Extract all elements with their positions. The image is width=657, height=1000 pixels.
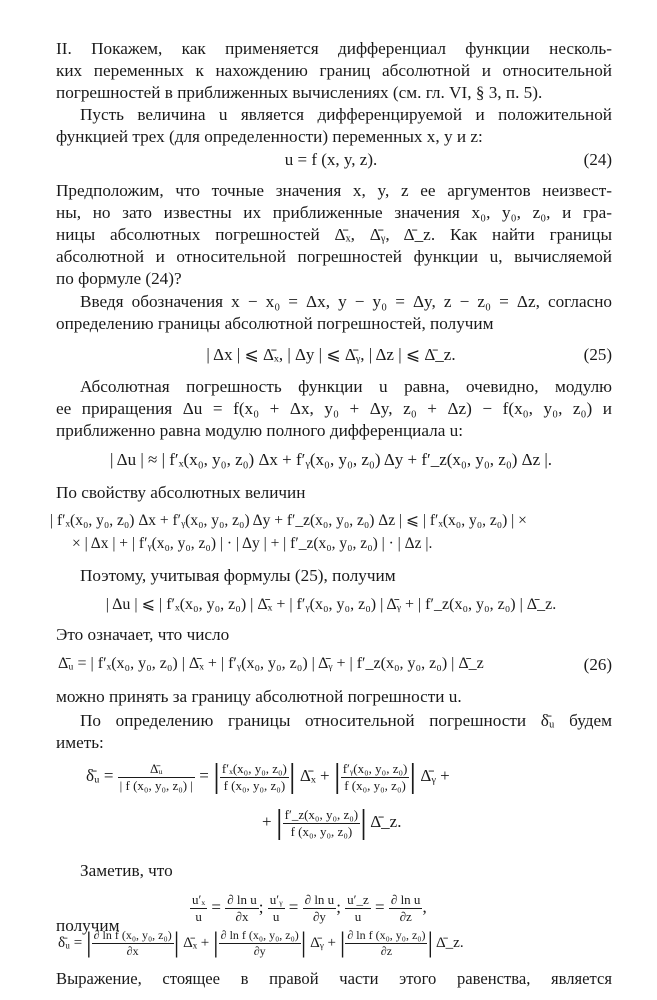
equation-25: | Δx | ⩽ Δ̄ₓ, | Δy | ⩽ Δ̄ᵧ, | Δz | ⩽ Δ̄_z.	[206, 345, 456, 364]
separator: ,	[422, 897, 427, 917]
eq-term: Δ̄_z.	[370, 811, 402, 831]
text-line: Абсолютная погрешность функции u равна, очевидно, модулю	[80, 377, 612, 396]
fraction-denominator: ∂y	[312, 909, 326, 924]
text-line: Предположим, что точные значения x, y, z ее аргументов неизвест-	[56, 181, 612, 200]
abs-bar: |	[213, 927, 219, 959]
fraction-denominator: f (x₀, y₀, z₀)	[344, 777, 406, 793]
fraction	[341, 761, 410, 794]
fraction-denominator: u	[354, 909, 362, 924]
text-line: II. Покажем, как применяется дифференциал функции несколь-	[56, 39, 612, 58]
text-line: По свойству абсолютных величин	[56, 483, 306, 502]
fraction-denominator: f (x₀, y₀, z₀)	[223, 777, 286, 793]
eq-term: Δ̄ᵧ +	[310, 934, 336, 951]
fraction-numerator: ∂ ln f (x₀, y₀, z₀)	[93, 928, 172, 942]
eq-sign: =	[199, 765, 209, 785]
eq-lhs: δ̄ᵤ =	[58, 934, 83, 951]
equation-number: (24)	[583, 150, 612, 169]
fraction-denominator: f (x₀, y₀, z₀)	[290, 823, 353, 839]
abs-bar: |	[213, 758, 220, 795]
fraction-denominator: ∂x	[126, 944, 139, 958]
text-line: Введя обозначения x − x₀ = Δx, y − y₀ = Δy, z − z₀ = Δz, согласно	[80, 292, 612, 311]
text-line: ких переменных к нахождению границ абсолютной и относительной	[56, 61, 612, 80]
fraction-numerator: f′ᵧ(x₀, y₀, z₀)	[342, 760, 408, 776]
text-line: ее приращения Δu = f(x₀ + Δx, y₀ + Δy, z₀ + Δz) − f(x₀, y₀, z₀) и	[56, 399, 612, 418]
abs-bar: |	[85, 927, 92, 959]
text-line: приближенно равна модулю полного дифференциала u:	[56, 421, 464, 440]
eq-sign: =	[211, 897, 221, 917]
text-line: абсолютной и относительной погрешностей функции u, вычисляемой	[56, 247, 612, 266]
fraction-numerator: Δ̄ᵤ	[118, 761, 195, 778]
equation-relative-final	[58, 928, 640, 959]
abs-bar: |	[360, 804, 367, 841]
eq-term: Δ̄ₓ +	[183, 934, 210, 951]
fraction	[92, 928, 174, 959]
abs-bar: |	[300, 927, 307, 959]
fraction-denominator: ∂x	[235, 909, 249, 924]
fraction-numerator: ∂ ln f (x₀, y₀, z₀)	[220, 928, 299, 942]
text-line: функцией трех (для определенности) переменных x, y и z:	[56, 127, 483, 146]
fraction-numerator: ∂ ln u	[390, 892, 421, 907]
equation-du-bound: | Δu | ⩽ | f′ₓ(x₀, y₀, z₀) | Δ̄ₓ + | f′ᵧ(x₀, y₀, z₀) | Δ̄ᵧ + | f′_z(x₀, y₀, z₀) | Δ̄_z.	[105, 596, 557, 613]
fraction-numerator: f′ₓ(x₀, y₀, z₀)	[221, 760, 287, 776]
eq-term: Δ̄_z.	[436, 934, 464, 951]
equation-24: u = f (x, y, z).	[284, 150, 378, 169]
fraction-denominator: ∂z	[399, 909, 412, 924]
abs-bar: |	[275, 804, 283, 841]
fraction	[220, 761, 289, 794]
equation-26: Δ̄ᵤ = | f′ₓ(x₀, y₀, z₀) | Δ̄ₓ + | f′ᵧ(x₀, y₀, z₀) | Δ̄ᵧ + | f′_z(x₀, y₀, z₀) | Δ̄_z	[58, 655, 484, 672]
fraction-numerator: ∂ ln u	[227, 892, 257, 907]
equation-number: (26)	[583, 655, 612, 674]
fraction-numerator: ∂ ln u	[304, 892, 335, 907]
text-line: по формуле (24)?	[56, 269, 182, 288]
text-line: ны, но зато известны их приближенные значения x₀, y₀, z₀, и гра-	[56, 203, 612, 222]
abs-bar: |	[339, 927, 346, 959]
fraction-numerator: u′ₓ	[192, 892, 206, 907]
fraction-numerator: f′_z(x₀, y₀, z₀)	[284, 806, 359, 822]
fraction	[283, 807, 360, 840]
eq-lhs: δ̄ᵤ =	[86, 765, 114, 785]
fraction	[345, 928, 427, 959]
abs-bar: |	[173, 927, 180, 959]
abs-bar: |	[288, 758, 296, 795]
text-line: Выражение, стоящее в правой части этого равенства, является	[56, 969, 612, 988]
eq-term: Δ̄ᵧ +	[420, 765, 450, 785]
fraction-denominator: u	[195, 909, 202, 924]
eq-sign: =	[288, 897, 299, 917]
abs-bar: |	[409, 758, 417, 795]
abs-bar: |	[333, 758, 341, 795]
fraction-numerator: u′_z	[347, 892, 369, 907]
equation-inequality-line2: × | Δx | + | f′ᵧ(x₀, y₀, z₀) | · | Δy | + | f′_z(x₀, y₀, z₀) | · | Δz |.	[72, 535, 433, 552]
fraction	[219, 928, 301, 959]
text-line: погрешностей в приближенных вычислениях (см. гл. VI, § 3, п. 5).	[56, 83, 543, 102]
equation-du-approx: | Δu | ≈ | f′ₓ(x₀, y₀, z₀) Δx + f′ᵧ(x₀, y₀, z₀) Δy + f′_z(x₀, y₀, z₀) Δz |.	[109, 450, 553, 469]
text-line: Пусть величина u является дифференцируемой и положительной	[80, 105, 612, 124]
fraction-numerator: u′ᵧ	[269, 892, 283, 907]
fraction-denominator: ∂z	[380, 944, 393, 958]
text-line: определению границы абсолютной погрешностей, получим	[56, 314, 494, 333]
text-line: Поэтому, учитывая формулы (25), получим	[80, 566, 396, 585]
text-line: Это означает, что число	[56, 625, 230, 644]
eq-term: Δ̄ₓ +	[299, 765, 330, 785]
fraction-denominator: u	[272, 909, 280, 924]
text-line: ницы абсолютных погрешностей Δ̄ₓ, Δ̄ᵧ, Δ̄_z. Как найти границы	[56, 225, 612, 244]
equation-relative-line2	[262, 806, 657, 840]
text-line: иметь:	[56, 733, 104, 752]
fraction-denominator: | f (x₀, y₀, z₀) |	[119, 777, 193, 793]
text-line: можно принять за границу абсолютной погрешности u.	[56, 687, 462, 706]
fraction-numerator: ∂ ln f (x₀, y₀, z₀)	[347, 928, 426, 942]
separator: ;	[258, 897, 264, 917]
text-line: получим	[56, 916, 120, 935]
eq-sign: +	[262, 811, 272, 831]
eq-sign: =	[375, 897, 385, 917]
abs-bar: |	[427, 927, 434, 959]
fraction	[118, 761, 195, 794]
text-line: Заметив, что	[80, 861, 173, 880]
text-line: По определению границы относительной погрешности δ̄ᵤ будем	[80, 711, 612, 730]
fraction-denominator: ∂y	[253, 944, 266, 958]
equation-relative-line1	[86, 760, 657, 794]
equation-number: (25)	[583, 345, 612, 364]
separator: ;	[336, 897, 341, 917]
equation-inequality-line1: | f′ₓ(x₀, y₀, z₀) Δx + f′ᵧ(x₀, y₀, z₀) Δy + f′_z(x₀, y₀, z₀) Δz | ⩽ | f′ₓ(x₀, y₀, z₀) | ×	[50, 512, 527, 529]
